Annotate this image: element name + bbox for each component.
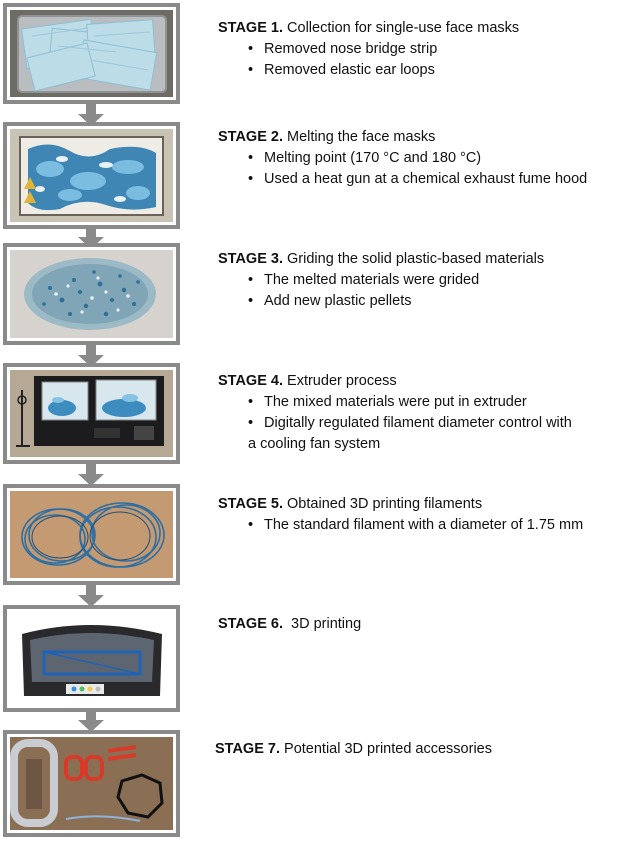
stage-4-image-frame: [3, 363, 180, 464]
stage-1-bullet: • Removed elastic ear loops: [248, 60, 643, 81]
stage-2-label: STAGE 2.: [218, 129, 283, 145]
stage-4-bullet: [248, 413, 643, 434]
stage-1-image-frame: [3, 3, 180, 104]
stage-1-label: STAGE 1.: [218, 20, 283, 36]
stage-6-text: [218, 614, 643, 635]
flow-arrow-5: [82, 585, 100, 607]
stage-1-title: [218, 18, 643, 39]
stage-5-heading: Obtained 3D printing filaments: [287, 496, 483, 512]
melted-masks-illustration: [10, 129, 173, 222]
stage-4-heading: Extruder process: [287, 373, 397, 389]
stage-1-bullet: • Removed nose bridge strip: [248, 39, 643, 60]
stage-4-bullet-continuation: a cooling fan system: [248, 436, 381, 452]
stage-3-heading: Griding the solid plastic-based materials: [287, 251, 545, 267]
stage-7-text: [215, 739, 640, 760]
stage-3-bullet: • Add new plastic pellets: [248, 291, 643, 312]
3d-printer-photo: [10, 612, 173, 705]
stage-3-text: [218, 249, 643, 312]
stage-6-image-frame: [3, 605, 180, 712]
extruder-illustration: [10, 370, 173, 457]
stage-3-image-frame: [3, 243, 180, 345]
stage-2-title: [218, 127, 643, 148]
face-masks-tray-illustration: [10, 10, 173, 97]
stage-5-bullets: [248, 515, 643, 536]
stage-3-title: [218, 249, 643, 270]
plastic-granules-photo: [10, 250, 173, 338]
stage-3-label: STAGE 3.: [218, 251, 283, 267]
plastic-granules-illustration: [10, 250, 173, 338]
stage-7-image-frame: [3, 730, 180, 837]
flow-arrow-6: [82, 712, 100, 732]
face-masks-tray-photo: [10, 10, 173, 97]
stage-7-label: STAGE 7.: [215, 741, 280, 757]
stage-6-heading: 3D printing: [291, 616, 362, 632]
stage-4-text: [218, 371, 643, 455]
stage-4-bullets: [248, 392, 643, 434]
stage-5-label: STAGE 5.: [218, 496, 283, 512]
flow-arrow-4: [82, 464, 100, 486]
stage-1-bullets: [248, 39, 643, 81]
stage-3-bullet: • The melted materials were grided: [248, 270, 643, 291]
filament-coils-illustration: [10, 491, 173, 578]
stage-4-bullet-line: Digitally regulated filament diameter control with: [264, 415, 572, 431]
stage-1-heading: Collection for single-use face masks: [287, 20, 520, 36]
stage-5-bullet: • The standard filament with a diameter of 1.75 mm: [248, 515, 643, 536]
stage-2-bullet: • Used a heat gun at a chemical exhaust fume hood: [248, 169, 643, 190]
stage-2-text: [218, 127, 643, 190]
filament-coils-photo: [10, 491, 173, 578]
extruder-photo: [10, 370, 173, 457]
stage-3-bullets: [248, 270, 643, 312]
stage-7-heading: Potential 3D printed accessories: [284, 741, 492, 757]
printed-accessories-photo: [10, 737, 173, 830]
stage-5-title: [218, 494, 643, 515]
stage-5-image-frame: [3, 484, 180, 585]
stage-4-bullet: • The mixed materials were put in extruder: [248, 392, 643, 413]
stage-2-heading: Melting the face masks: [287, 129, 436, 145]
stage-2-bullets: [248, 148, 643, 190]
stage-5-text: [218, 494, 643, 536]
stage-1-text: [218, 18, 643, 81]
stage-6-label: STAGE 6.: [218, 616, 283, 632]
stage-7-title: [215, 739, 640, 760]
melted-masks-photo: [10, 129, 173, 222]
printed-accessories-illustration: [10, 737, 173, 830]
stage-4-title: [218, 371, 643, 392]
stage-2-bullet: • Melting point (170 °C and 180 °C): [248, 148, 643, 169]
stage-4-label: STAGE 4.: [218, 373, 283, 389]
stage-6-title: [218, 614, 643, 635]
3d-printer-illustration: [10, 612, 173, 705]
stage-2-image-frame: [3, 122, 180, 229]
